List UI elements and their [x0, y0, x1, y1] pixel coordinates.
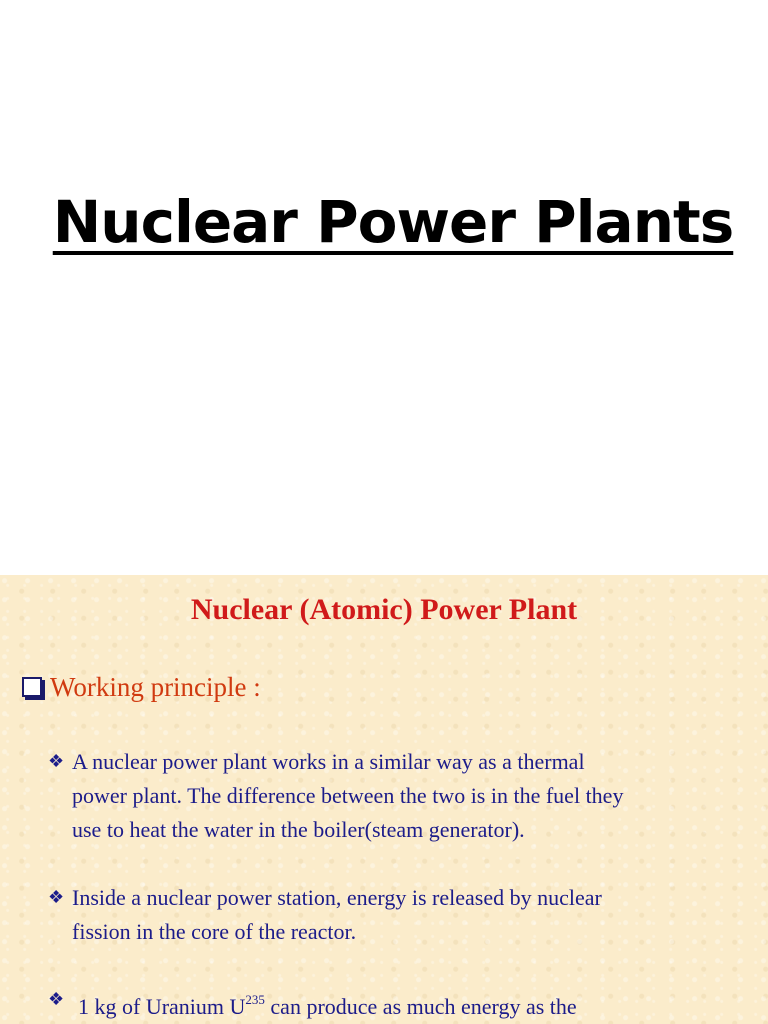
bullet-line: use to heat the water in the boiler(steam generator).: [72, 817, 525, 842]
bullet-item: [78, 983, 577, 1024]
diamond-bullet-icon: ❖: [48, 751, 65, 771]
slide-working-principle: [0, 575, 768, 1024]
diamond-bullet-icon: ❖: [48, 989, 65, 1009]
bullet-line: power plant. The difference between the two is in the fuel they: [72, 783, 624, 808]
section-label: Working principle :: [50, 672, 261, 702]
bullet-line: Inside a nuclear power station, energy is released by nuclear: [72, 885, 602, 910]
bullet-text-prefix: 1 kg of Uranium U: [78, 994, 246, 1019]
bullet-item: [72, 745, 623, 847]
slide-heading: Nuclear (Atomic) Power Plant: [190, 593, 578, 626]
bullet-line: fission in the core of the reactor.: [72, 919, 357, 944]
bullet-item: [72, 881, 602, 949]
checkbox-bullet-icon: [22, 677, 42, 697]
slide-title: Nuclear Power Plants: [52, 188, 734, 256]
bullet-text-suffix: can produce as much energy as the: [264, 994, 577, 1019]
bullet-line: [78, 983, 577, 1024]
bullet-line: A nuclear power plant works in a similar way as a thermal: [72, 749, 585, 774]
isotope-superscript: 235: [245, 992, 265, 1007]
diamond-bullet-icon: ❖: [48, 887, 65, 907]
